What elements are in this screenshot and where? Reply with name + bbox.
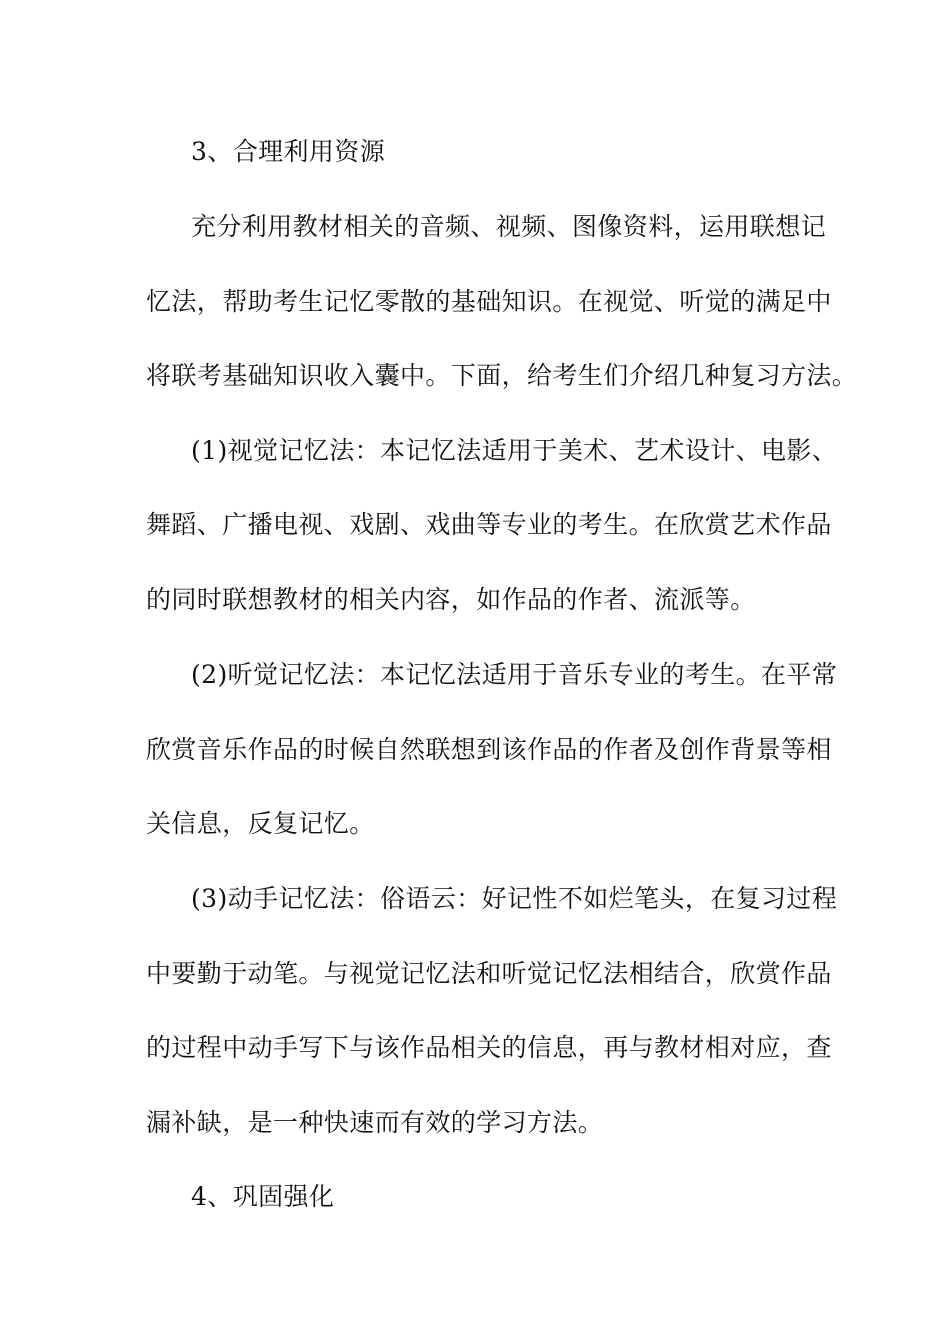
paragraph-line: 漏补缺，是一种快速而有效的学习方法。	[146, 1108, 604, 1137]
paragraph-line: 舞蹈、广播电视、戏剧、戏曲等专业的考生。在欣赏艺术作品	[146, 510, 832, 539]
paragraph-line: 欣赏音乐作品的时候自然联想到该作品的作者及创作背景等相	[146, 735, 832, 764]
paragraph-line: 的过程中动手写下与该作品相关的信息，再与教材相对应，查	[146, 1033, 832, 1062]
paragraph-line: (1)视觉记忆法：本记忆法适用于美术、艺术设计、电影、	[191, 436, 838, 465]
paragraph-line: (2)听觉记忆法：本记忆法适用于音乐专业的考生。在平常	[191, 660, 838, 689]
paragraph-line: 的同时联想教材的相关内容，如作品的作者、流派等。	[146, 585, 756, 614]
section-heading-4: 4、巩固强化	[191, 1182, 335, 1211]
paragraph-line: (3)动手记忆法：俗语云：好记性不如烂笔头，在复习过程	[191, 884, 838, 913]
paragraph-line: 中要勤于动笔。与视觉记忆法和听觉记忆法相结合，欣赏作品	[146, 959, 832, 988]
paragraph-line: 关信息，反复记忆。	[146, 809, 375, 838]
section-heading-3: 3、合理利用资源	[191, 137, 386, 166]
paragraph-line: 将联考基础知识收入囊中。下面，给考生们介绍几种复习方法。	[146, 361, 858, 390]
paragraph-line: 忆法，帮助考生记忆零散的基础知识。在视觉、听觉的满足中	[146, 287, 832, 316]
paragraph-line: 充分利用教材相关的音频、视频、图像资料，运用联想记	[191, 212, 827, 241]
